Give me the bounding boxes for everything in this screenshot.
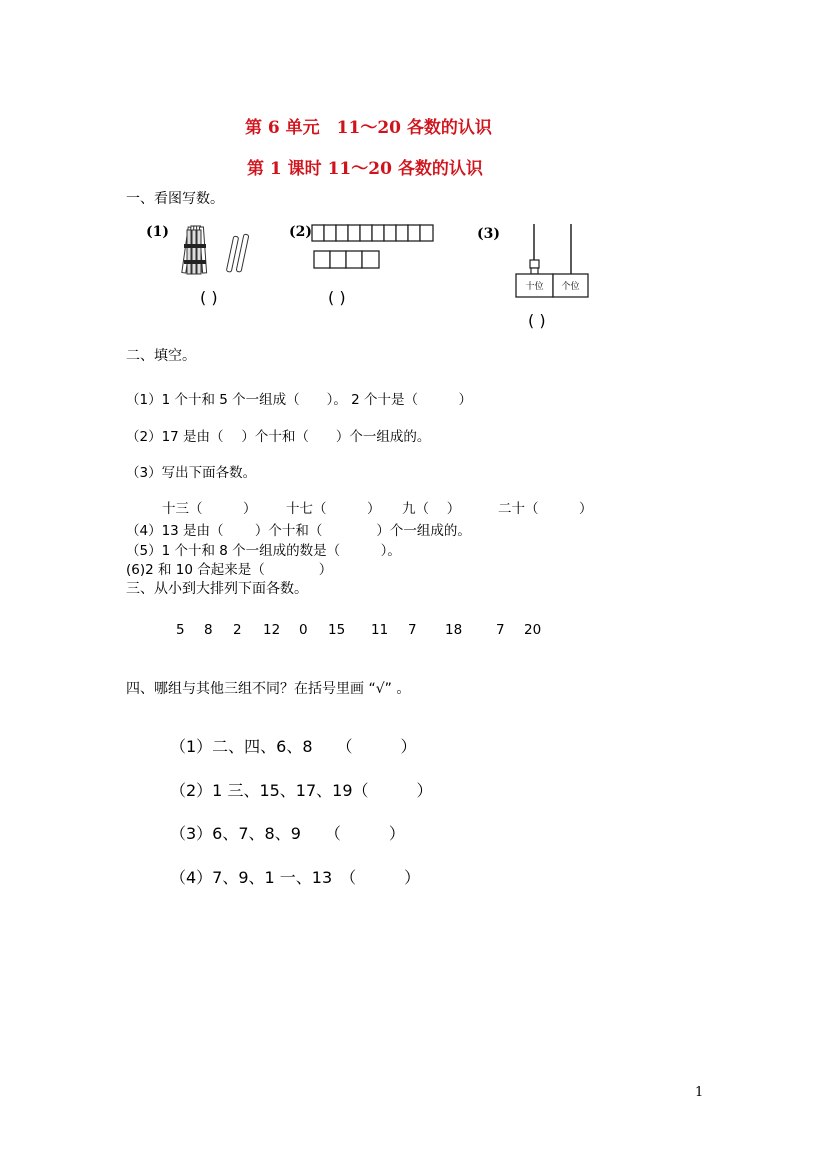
number-item: 18	[445, 622, 463, 638]
group-option-2: （2）1 三、15、17、19（ ）	[170, 781, 433, 800]
write-number-item: 九（ ）	[402, 501, 461, 517]
answer-blank-1[interactable]: ( )	[200, 288, 218, 307]
ones-place-label: 个位	[561, 282, 580, 292]
section3-heading: 三、从小到大排列下面各数。	[126, 581, 308, 597]
answer-blank-2[interactable]: ( )	[328, 288, 346, 307]
number-item: 15	[328, 622, 346, 638]
number-item: 12	[263, 622, 281, 638]
page-title: 第 6 单元 11～20 各数的认识	[245, 118, 492, 138]
figure-label-2: (2)	[289, 224, 312, 240]
figure-label-1: (1)	[146, 224, 169, 240]
fill-question-4: （4）13 是由（ ）个十和（ ）个一组成的。	[126, 523, 471, 539]
section4-heading: 四、哪组与其他三组不同？在括号里画 “√” 。	[126, 681, 411, 697]
figure-label-3: (3)	[477, 226, 500, 242]
number-item: 0	[299, 622, 308, 638]
abacus-figure	[510, 222, 590, 302]
section2-heading: 二、填空。	[126, 348, 196, 364]
number-item: 7	[496, 622, 505, 638]
page-number: 1	[695, 1085, 704, 1100]
number-item: 5	[176, 622, 185, 638]
number-item: 11	[371, 622, 389, 638]
write-number-item: 二十（ ）	[498, 501, 593, 517]
section1-heading: 一、看图写数。	[126, 191, 224, 207]
square-blocks-figure	[311, 224, 436, 272]
number-item: 7	[408, 622, 417, 638]
tens-place-label: 十位	[525, 282, 544, 292]
answer-blank-3[interactable]: ( )	[528, 311, 546, 330]
fill-question-2: （2）17 是由（ ）个十和（ ）个一组成的。	[126, 429, 431, 445]
number-item: 2	[233, 622, 242, 638]
fill-question-1: （1）1 个十和 5 个一组成（ ）。 2 个十是（ ）	[126, 392, 473, 408]
fill-question-6: (6)2 和 10 合起来是（ ）	[126, 562, 333, 578]
number-item: 8	[204, 622, 213, 638]
page-subtitle: 第 1 课时 11～20 各数的认识	[247, 159, 483, 179]
number-item: 20	[524, 622, 542, 638]
fill-question-5: （5）1 个十和 8 个一组成的数是（ ）。	[126, 543, 401, 559]
write-number-item: 十三（ ）	[162, 501, 257, 517]
group-option-3: （3）6、7、8、9 （ ）	[170, 824, 405, 843]
group-option-4: （4）7、9、1 一、13 （ ）	[170, 868, 421, 887]
write-number-item: 十七（ ）	[286, 501, 381, 517]
fill-question-3: （3）写出下面各数。	[126, 465, 257, 481]
stick-bundle-figure	[180, 224, 260, 284]
group-option-1: （1）二、四、6、8 （ ）	[170, 737, 417, 756]
